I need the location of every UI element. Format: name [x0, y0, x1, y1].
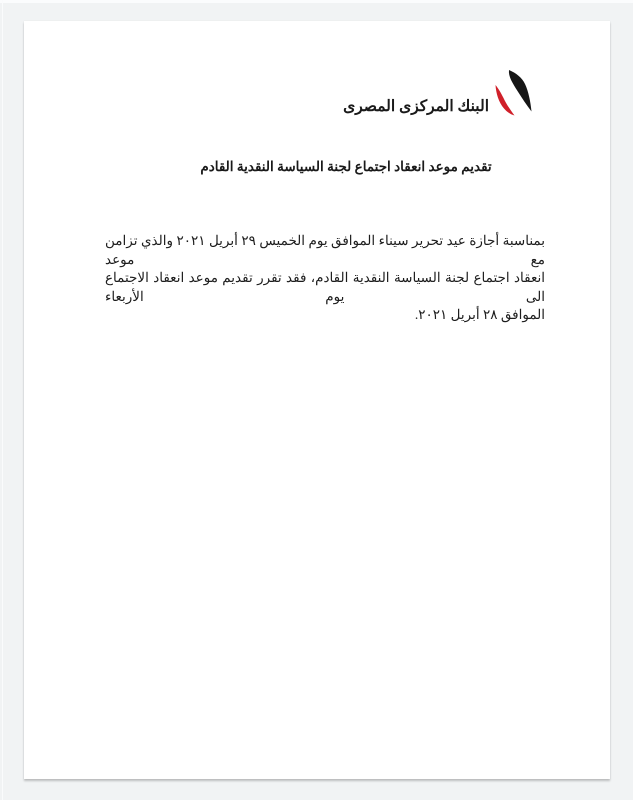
logo-black-crescent [509, 70, 532, 112]
document-page [24, 21, 610, 779]
press-release-title: تقديم موعد انعقاد اجتماع لجنة السياسة النقدية القادم [200, 159, 492, 174]
body-line: بمناسبة أجازة عيد تحرير سيناء الموافق يوم الخميس ٢٩ أبريل ٢٠٢١ والذي تزامن مع موعد [105, 233, 545, 267]
press-release-body [105, 232, 545, 325]
body-line: انعقاد اجتماع لجنة السياسة النقدية القادم، فقد تقرر تقديم موعد انعقاد الاجتماع الى يوم الأربعاء [105, 270, 545, 304]
logo-red-crescent [496, 85, 515, 116]
bank-brand-header [343, 69, 532, 116]
central-bank-of-egypt-logo-icon [495, 69, 532, 116]
body-line: الموافق ٢٨ أبريل ٢٠٢١. [414, 307, 545, 322]
canvas-top-highlight [0, 0, 633, 3]
bank-name-text: البنك المركزى المصرى [343, 97, 489, 115]
canvas-left-highlight [2, 0, 3, 800]
